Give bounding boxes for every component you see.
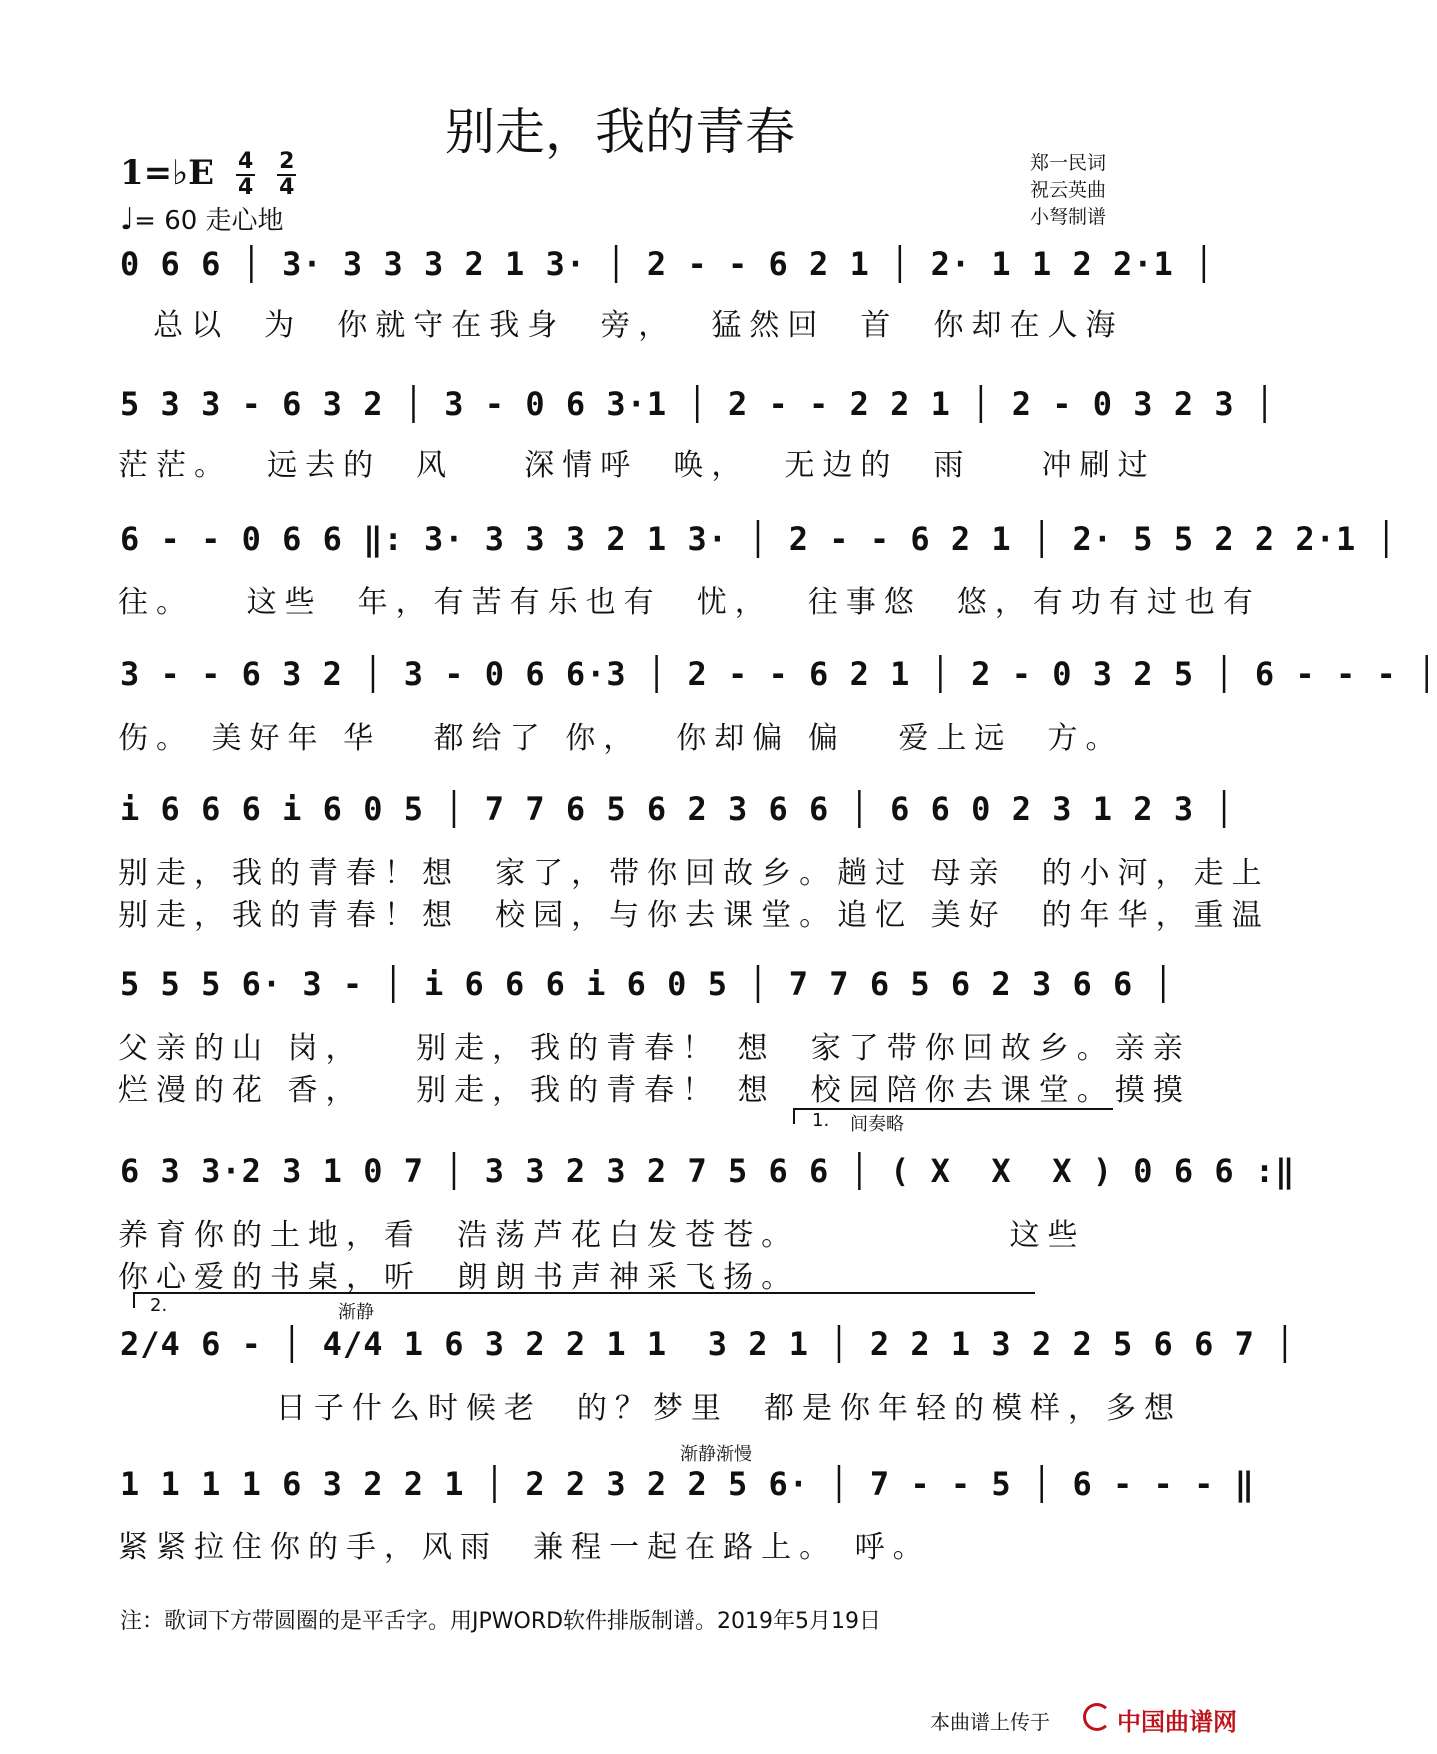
lyric-line-7b: 你心爱的书桌，听 朗朗书声神采飞扬。 bbox=[118, 1260, 800, 1295]
composer: 祝云英曲 bbox=[1030, 179, 1107, 201]
lyric-line-1: 总以 为 你就守在我身 旁， 猛然回 首 你却在人海 bbox=[118, 308, 1124, 343]
dynamic-mark-1: 渐静 bbox=[338, 1302, 374, 1323]
lyricist: 郑一民词 bbox=[1030, 152, 1107, 174]
volta-bracket-1 bbox=[793, 1108, 1113, 1124]
key-text: 1=♭E bbox=[120, 153, 215, 193]
music-line-9: 1 1 1 1 6 3 2 2 1 │ 2 2 3 2 2 5 6· │ 7 - - 5 │ 6 - - - ‖ bbox=[120, 1465, 1255, 1503]
page-title: 别走，我的青春 bbox=[445, 103, 795, 161]
lyric-line-9: 紧紧拉住你的手，风雨 兼程一起在路上。 呼。 bbox=[118, 1530, 931, 1565]
music-line-5: i 6 6 6 i 6 0 5 │ 7 7 6 5 6 2 3 6 6 │ 6 6 0 2 3 1 2 3 │ bbox=[120, 790, 1235, 828]
music-line-2: 5 3 3 - 6 3 2 │ 3 - 0 6 3·1 │ 2 - - 2 2 1 │ 2 - 0 3 2 3 │ bbox=[120, 385, 1276, 423]
time-signature-a: $\frac{4}{4}$ bbox=[237, 149, 254, 200]
music-line-4: 3 - - 6 3 2 │ 3 - 0 6 6·3 │ 2 - - 6 2 1 │ 2 - 0 3 2 5 │ 6 - - - │ bbox=[120, 655, 1437, 693]
music-line-6: 5 5 5 6· 3 - │ i 6 6 6 i 6 0 5 │ 7 7 6 5 6 2 3 6 6 │ bbox=[120, 965, 1174, 1003]
lyric-line-4: 伤。 美好年 华 都给了 你， 你却偏 偏 爱上远 方。 bbox=[118, 721, 1124, 756]
lyric-line-6b: 烂漫的花 香， 别走，我的青春！ 想 校园陪你去课堂。摸摸 bbox=[118, 1073, 1191, 1108]
arranger: 小弩制谱 bbox=[1030, 206, 1107, 228]
lyric-line-8: 日子什么时候老 的？梦里 都是你年轻的模样，多想 bbox=[118, 1391, 1182, 1426]
lyric-line-5b: 别走，我的青春！想 校园，与你去课堂。追忆 美好 的年华，重温 bbox=[118, 898, 1270, 933]
key-signature bbox=[120, 150, 296, 200]
upload-text: 本曲谱上传于 bbox=[930, 1710, 1050, 1734]
lyric-line-6a: 父亲的山 岗， 别走，我的青春！ 想 家了带你回故乡。亲亲 bbox=[118, 1031, 1191, 1066]
site-logo-icon bbox=[1083, 1703, 1111, 1731]
volta-1-label: 1. bbox=[812, 1110, 830, 1131]
music-line-3: 6 - - 0 6 6 ‖: 3· 3 3 3 2 1 3· │ 2 - - 6 2 1 │ 2· 5 5 2 2 2·1 │ bbox=[120, 520, 1397, 558]
quarter-note-icon: ♩ bbox=[120, 202, 135, 237]
footnote: 注：歌词下方带圆圈的是平舌字。用JPWORD软件排版制谱。2019年5月19日 bbox=[120, 1609, 882, 1634]
credits bbox=[1030, 150, 1106, 231]
music-line-8: 2/4 6 - │ 4/4 1 6 3 2 2 1 1 3 2 1 │ 2 2 1 3 2 2 5 6 6 7 │ bbox=[120, 1325, 1296, 1363]
time-signature-b: $\frac{2}{4}$ bbox=[279, 149, 295, 200]
tempo-marking bbox=[120, 200, 284, 237]
music-line-7: 6 3 3·2 3 1 0 7 │ 3 3 2 3 2 7 5 6 6 │ ( X X X ) 0 6 6 :‖ bbox=[120, 1152, 1296, 1190]
music-line-1: 0 6 6 │ 3· 3 3 3 2 1 3· │ 2 - - 6 2 1 │ 2· 1 1 2 2·1 │ bbox=[120, 245, 1215, 283]
interlude-mark: 间奏略 bbox=[850, 1114, 904, 1135]
lyric-line-2: 茫茫。 远去的 风 深情呼 唤， 无边的 雨 冲刷过 bbox=[118, 448, 1156, 483]
volta-bracket-2 bbox=[133, 1292, 1035, 1308]
lyric-line-3: 往。 这些 年，有苦有乐也有 忧， 往事悠 悠，有功有过也有 bbox=[118, 585, 1261, 620]
lyric-line-5a: 别走，我的青春！想 家了，带你回故乡。趟过 母亲 的小河，走上 bbox=[118, 856, 1270, 891]
lyric-line-7a: 养育你的土地，看 浩荡芦花白发苍苍。 这些 bbox=[118, 1218, 1086, 1253]
volta-2-label: 2. bbox=[150, 1295, 168, 1316]
dynamic-mark-2: 渐静渐慢 bbox=[680, 1444, 752, 1465]
site-logo-text[interactable]: 中国曲谱网 bbox=[1117, 1708, 1237, 1736]
tempo-text: = 60 走心地 bbox=[134, 206, 284, 236]
